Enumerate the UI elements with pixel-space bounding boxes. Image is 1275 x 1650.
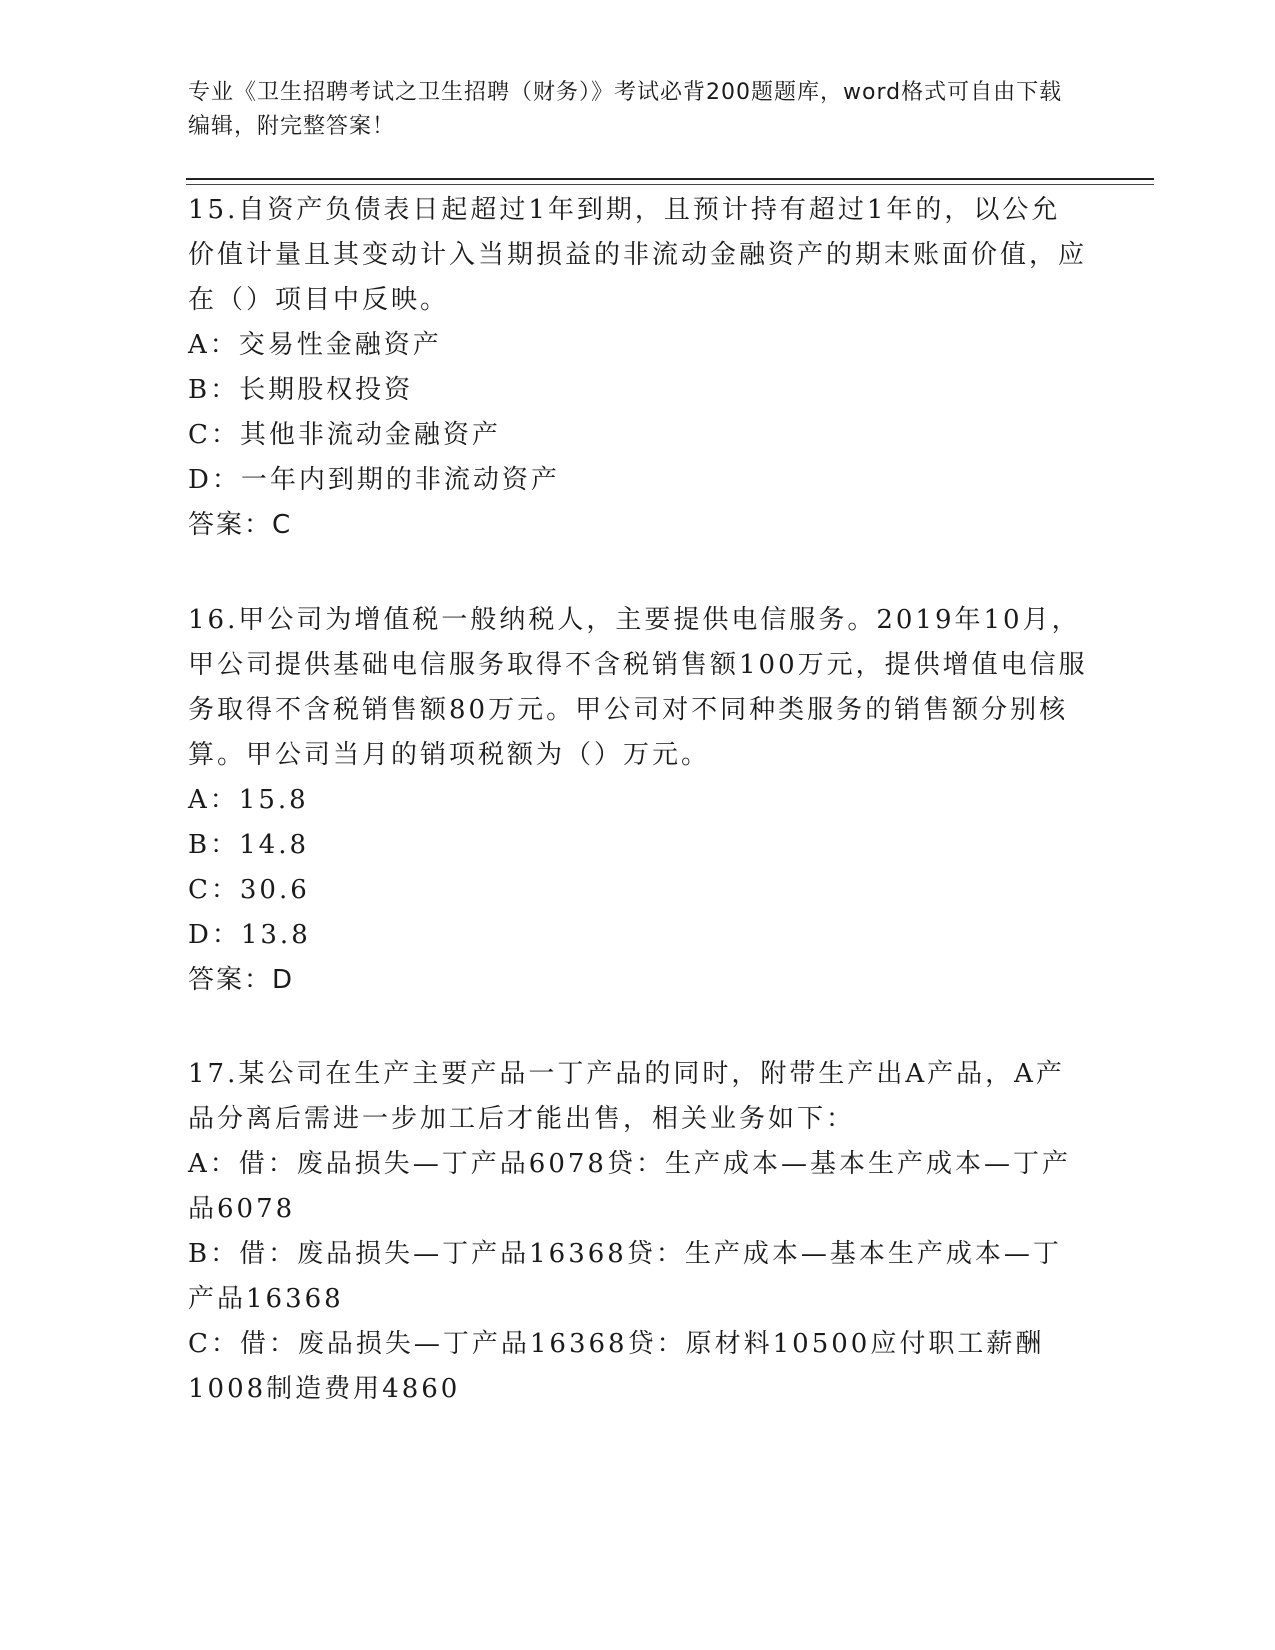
option-c: C：借：废品损失—丁产品16368贷：原材料10500应付职工薪酬1008制造费用4860 [188, 1329, 1045, 1404]
option-b: B：长期股权投资 [188, 375, 414, 405]
option-d: D：13.8 [188, 920, 311, 950]
question-stem: 17.某公司在生产主要产品一丁产品的同时，附带生产出A产品，A产品分离后需进一步加工后才能出售，相关业务如下： [188, 1059, 1065, 1134]
answer-line: 答案：C [188, 510, 293, 540]
question-stem: 16.甲公司为增值税一般纳税人，主要提供电信服务。2019年10月，甲公司提供基础电信服务取得不含税销售额100万元，提供增值电信服务取得不含税销售额80万元。甲公司对不同种类服务的销售额分别核算。甲公司当月的销项税额为（）万元。 [188, 605, 1088, 770]
question-stem: 15.自资产负债表日起超过1年到期，且预计持有超过1年的，以公允价值计量且其变动计入当期损益的非流动金融资产的期末账面价值，应在（）项目中反映。 [188, 195, 1088, 315]
option-b: B：借：废品损失—丁产品16368贷：生产成本—基本生产成本—丁产品16368 [188, 1239, 1062, 1314]
option-a: A：交易性金融资产 [188, 330, 442, 360]
header-divider-thin [186, 184, 1154, 185]
option-a: A：15.8 [188, 785, 309, 815]
option-c: C：其他非流动金融资产 [188, 420, 501, 450]
option-c: C：30.6 [188, 875, 310, 905]
question-15 [188, 188, 1088, 548]
header-divider-thick [186, 178, 1154, 180]
document-header: 专业《卫生招聘考试之卫生招聘（财务）》考试必背200题题库，word格式可自由下载编辑，附完整答案！ [188, 80, 1063, 139]
option-a: A：借：废品损失—丁产品6078贷：生产成本—基本生产成本—丁产品6078 [188, 1149, 1071, 1224]
question-17 [188, 1052, 1088, 1412]
question-16 [188, 598, 1088, 1003]
option-d: D：一年内到期的非流动资产 [188, 465, 560, 495]
option-b: B：14.8 [188, 830, 309, 860]
answer-line: 答案：D [188, 965, 295, 995]
